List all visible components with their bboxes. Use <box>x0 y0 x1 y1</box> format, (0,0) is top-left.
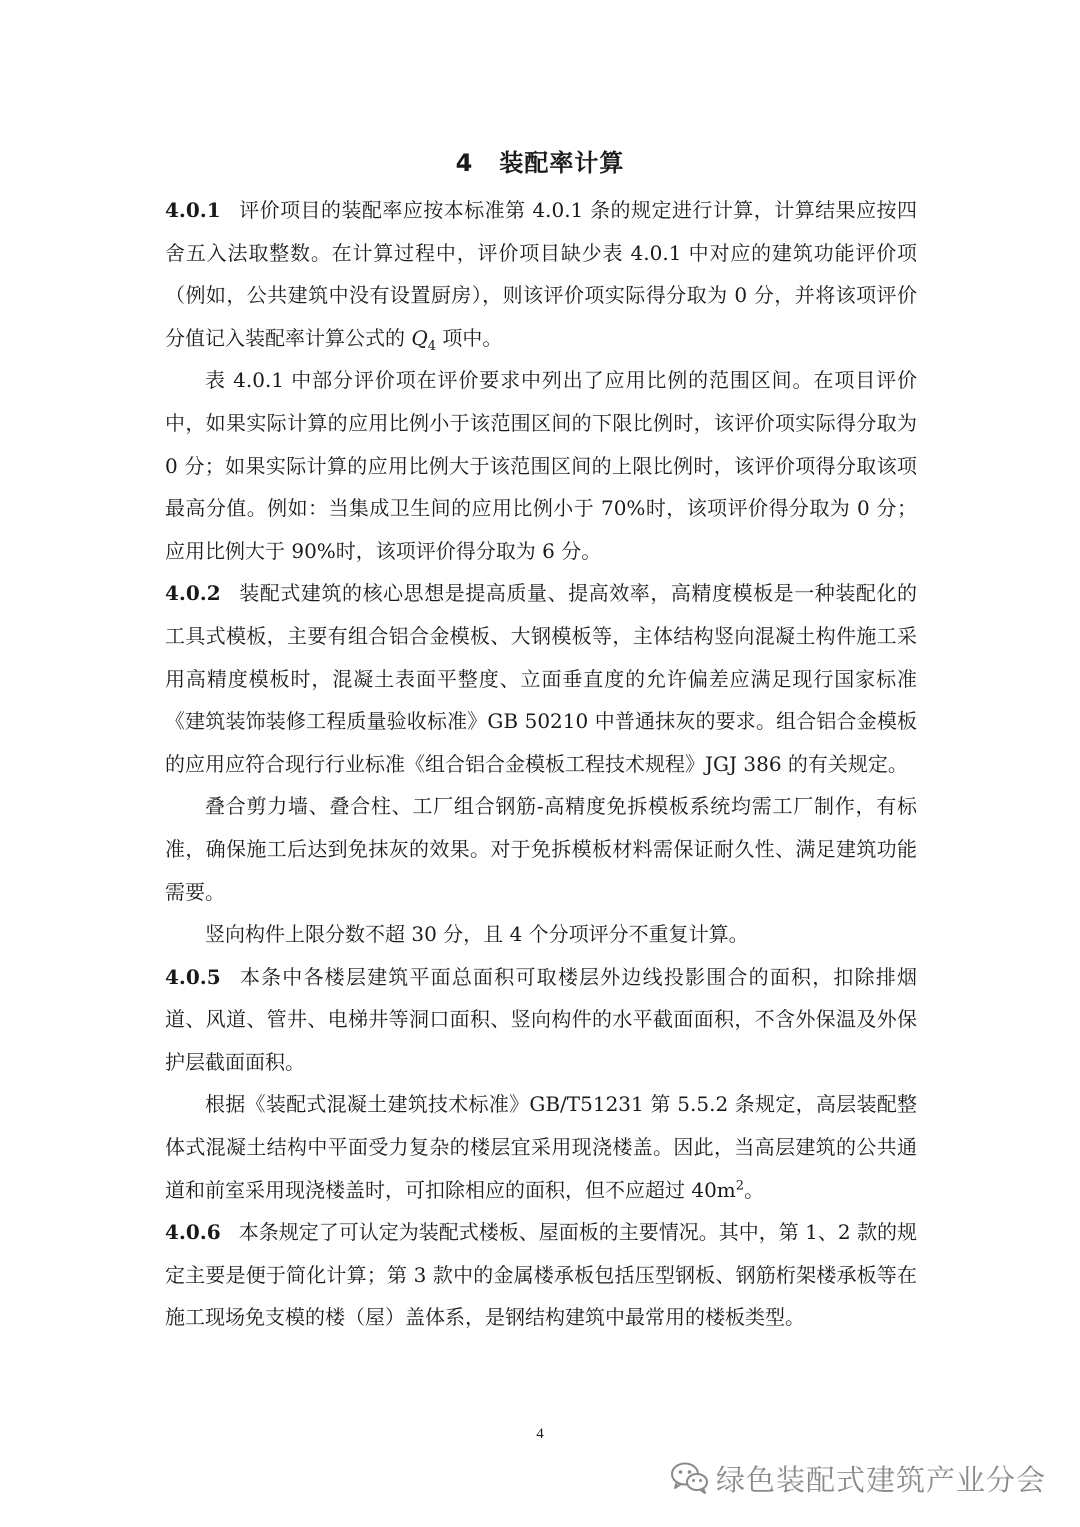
clause-number: 4.0.1 <box>165 198 221 222</box>
page-number: 4 <box>536 1426 544 1442</box>
clause-4-0-2 <box>165 572 917 785</box>
body-text <box>165 189 917 1339</box>
clause-4-0-1 <box>165 189 917 359</box>
clause-number: 4.0.2 <box>165 581 221 606</box>
paragraph-text: 根据《装配式混凝土建筑技术标准》GB/T51231 第 5.5.2 条规定，高层装配整体式混凝土结构中平面受力复杂的楼层宜采用现浇楼盖。因此，当高层建筑的公共通道和前室采用现浇楼盖时，可扣除相应的面积，但不应超过 40m <box>165 1092 917 1202</box>
paragraph-text: 。 <box>744 1177 765 1202</box>
paragraph-text: 项中。 <box>436 325 503 350</box>
q-symbol: Q <box>411 325 428 350</box>
section-title-text: 装配率计算 <box>499 149 625 177</box>
section-title <box>0 143 1080 178</box>
clause-number: 4.0.6 <box>165 1220 221 1245</box>
clause-4-0-5 <box>165 956 917 1084</box>
area-superscript: 2 <box>735 1178 745 1193</box>
paragraph-text: 评价项目的装配率应按本标准第 4.0.1 条的规定进行计算，计算结果应按四舍五入法取整数。在计算过程中，评价项目缺少表 4.0.1 中对应的建筑功能评价项（例如，公共建筑中没有设置厨房），则该评价项实际得分取为 0 分，并将该项评价分值记入装配率计算公式的 <box>165 198 917 350</box>
paragraph-composite: 叠合剪力墙、叠合柱、工厂组合钢筋-高精度免拆模板系统均需工厂制作，有标准，确保施工后达到免抹灰的效果。对于免拆模板材料需保证耐久性、满足建筑功能需要。 <box>165 794 917 904</box>
watermark <box>670 1458 1046 1498</box>
clause-4-0-6 <box>165 1211 917 1339</box>
paragraph-text: 装配式建筑的核心思想是提高质量、提高效率，高精度模板是一种装配化的工具式模板，主要有组合铝合金模板、大钢模板等，主体结构竖向混凝土构件施工采用高精度模板时，混凝土表面平整度、立面垂直度的允许偏差应满足现行国家标准《建筑装饰装修工程质量验收标准》GB 50210 中普通抹灰的要求。组合铝合金模板的应用应符合现行行业标准《组合铝合金模板工程技术规程》JGJ 386 的有关规定。 <box>165 581 917 776</box>
section-number: 4 <box>455 149 474 177</box>
watermark-text: 绿色装配式建筑产业分会 <box>715 1462 1046 1497</box>
paragraph-range: 表 4.0.1 中部分评价项在评价要求中列出了应用比例的范围区间。在项目评价中，如果实际计算的应用比例小于该范围区间的下限比例时，该评价项实际得分取为 0 分；如果实际计算的应用比例大于该范围区间的上限比例时，该评价项得分取该项最高分值。例如：当集成卫生间的应用比例小于 70%时，该项评价得分取为 0 分；应用比例大于 90%时，该项评价得分取为 6 分。 <box>165 368 917 563</box>
wechat-icon <box>670 1461 710 1495</box>
paragraph-standard-ref <box>165 1083 917 1211</box>
paragraph-text: 本条规定了可认定为装配式楼板、屋面板的主要情况。其中，第 1、2 款的规定主要是便于简化计算；第 3 款中的金属楼承板包括压型钢板、钢筋桁架楼承板等在施工现场免支模的楼（屋）盖体系，是钢结构建筑中最常用的楼板类型。 <box>165 1220 917 1330</box>
q-subscript: 4 <box>427 338 437 354</box>
paragraph-text: 本条中各楼层建筑平面总面积可取楼层外边线投影围合的面积，扣除排烟道、风道、管井、电梯井等洞口面积、竖向构件的水平截面面积，不含外保温及外保护层截面面积。 <box>165 964 917 1074</box>
clause-number: 4.0.5 <box>165 964 221 989</box>
paragraph-upper-limit: 竖向构件上限分数不超 30 分，且 4 个分项评分不重复计算。 <box>205 922 749 947</box>
